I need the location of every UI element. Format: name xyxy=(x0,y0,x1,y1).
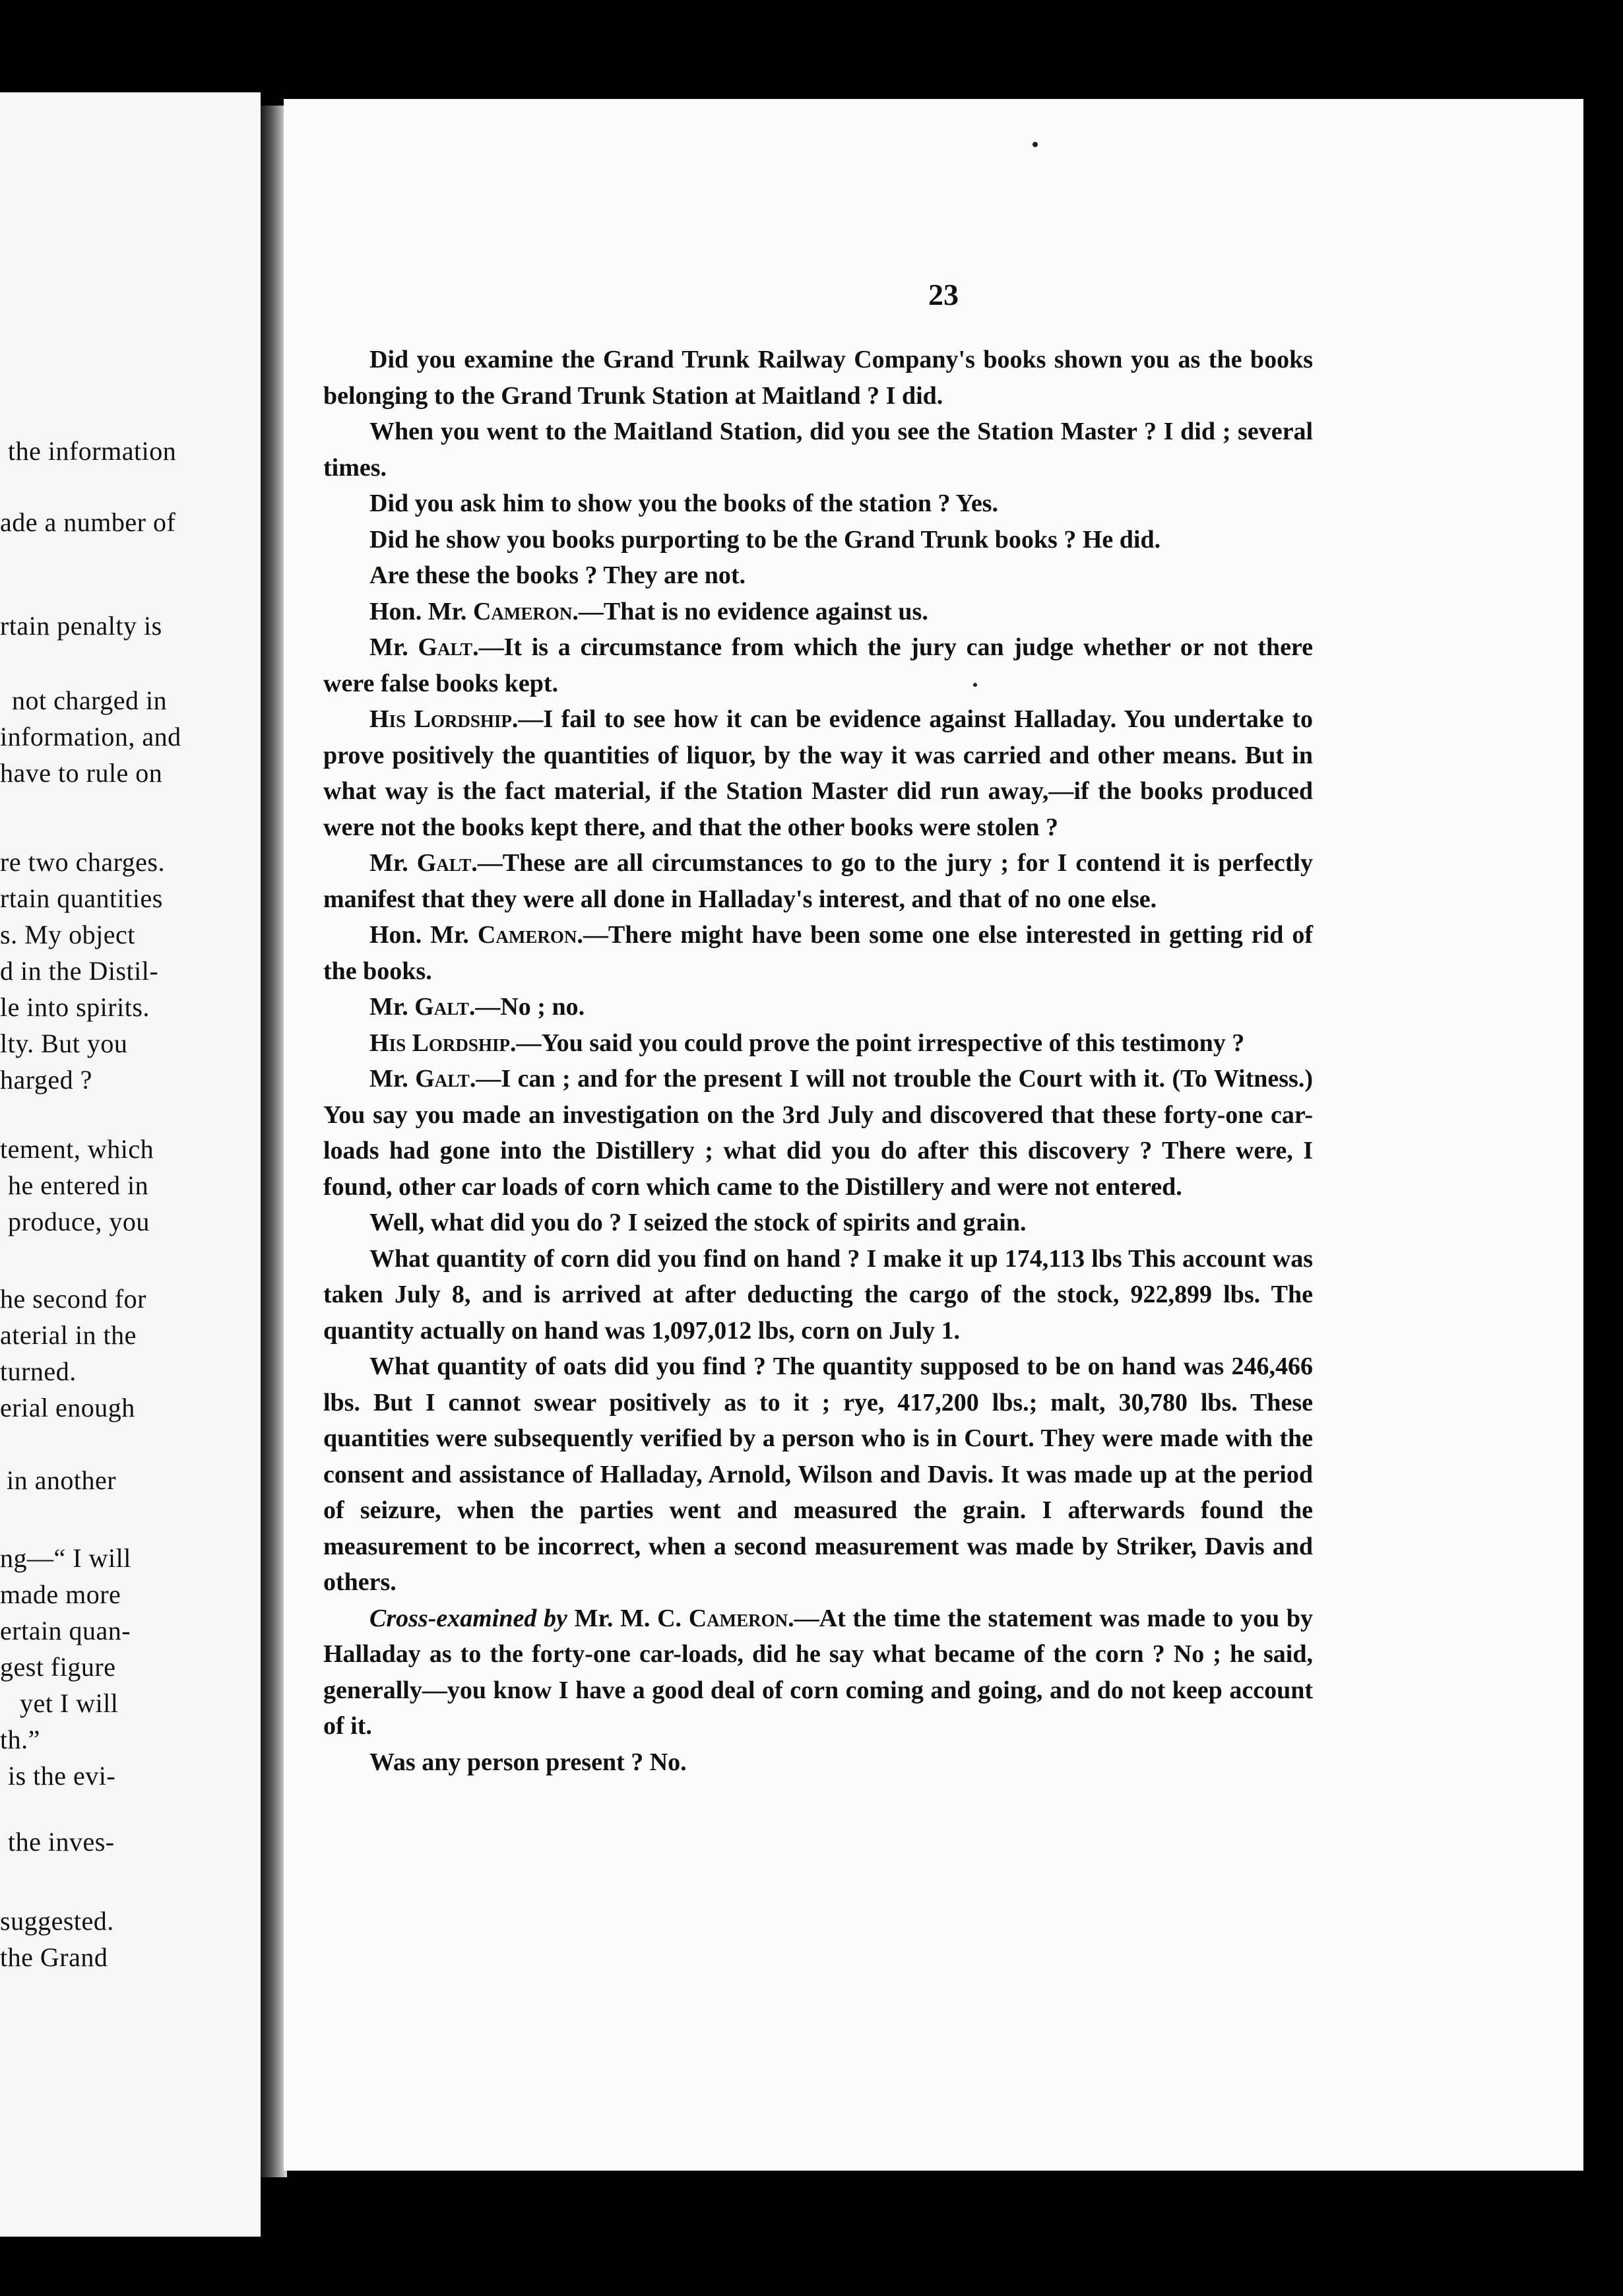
facing-page-line: s. My object xyxy=(0,920,135,949)
speaker-name: Cameron xyxy=(688,1604,788,1632)
text-run: Well, what did you do ? I seized the stock of spirits and grain. xyxy=(369,1209,1027,1236)
page-number: 23 xyxy=(928,278,959,311)
paragraph xyxy=(323,1601,1313,1744)
facing-page-line: turned. xyxy=(0,1356,77,1386)
book-spine xyxy=(261,106,287,2177)
paragraph xyxy=(323,1205,1313,1241)
paragraph xyxy=(323,486,1313,522)
facing-page-line: yet I will xyxy=(20,1688,119,1718)
facing-page-line: ertain quan- xyxy=(0,1616,131,1645)
scan-speck xyxy=(1033,142,1038,147)
facing-page-line: d in the Distil- xyxy=(0,956,159,986)
text-run: .—These are all circumstances to go to the jury ; for I contend it is perfectly manifest that they were all done in Halladay's interest, and that of no one else. xyxy=(323,849,1313,913)
paragraph xyxy=(323,1241,1313,1349)
speaker-name: Galt xyxy=(415,1065,470,1093)
facing-page-line: th.” xyxy=(0,1725,40,1754)
paragraph xyxy=(323,845,1313,917)
text-run: When you went to the Maitland Station, did you see the Station Master ? I did ; several times. xyxy=(323,418,1313,482)
paragraph xyxy=(323,701,1313,845)
facing-page-line: the Grand xyxy=(0,1942,108,1972)
speaker-name: Cameron xyxy=(477,921,577,949)
facing-page-line: aterial in the xyxy=(0,1320,137,1350)
facing-page-line: rtain penalty is xyxy=(0,611,162,641)
text-run: Mr. xyxy=(369,993,415,1021)
speaker-name: His Lordship xyxy=(369,705,512,733)
facing-page-line: not charged in xyxy=(12,686,168,715)
text-run: What quantity of oats did you find ? The quantity supposed to be on hand was 246,466 lbs. But I cannot swear positively as to it ; rye, 417,200 lbs.; malt, 30,780 lbs. These quantities were subsequently verified by a person who is in Court. They were made with the consent and assistance of Halladay, Arnold, Wilson and Davis. It was made up at the period of seizure, when the parties went and measured the grain. I afterwards found the measurement to be incorrect, when a second measurement was made by Striker, Davis and others. xyxy=(323,1353,1313,1596)
text-run: .—I can ; and for the present I will not trouble the Court with it. (To Witness.) You say you made an investigation on the 3rd July and discovered that these forty-one car-loads had gone into the Distillery ; what did you do after this discovery ? There were, I found, other car loads of corn which came to the Distillery and were not entered. xyxy=(323,1065,1313,1201)
text-run: .—No ; no. xyxy=(468,993,585,1021)
text-run: .—It is a circumstance from which the jury can judge whether or not there were false books kept. xyxy=(323,633,1313,697)
facing-page-line: information, and xyxy=(0,722,181,751)
facing-page-line: produce, you xyxy=(8,1207,150,1236)
facing-page-line: tement, which xyxy=(0,1134,154,1164)
facing-page-line: the inves- xyxy=(8,1827,115,1857)
speaker-name: Galt xyxy=(414,993,469,1021)
facing-page-fragment xyxy=(0,92,261,2237)
facing-page-line: ade a number of xyxy=(0,507,176,537)
speaker-name: His Lordship xyxy=(369,1029,510,1057)
text-run: .—That is no evidence against us. xyxy=(572,597,928,625)
facing-page-line: the information xyxy=(8,436,177,466)
paragraph xyxy=(323,1061,1313,1205)
page xyxy=(284,99,1583,2171)
text-run: Hon. Mr. xyxy=(369,921,478,949)
text-run: Mr. xyxy=(369,849,417,877)
paragraph xyxy=(323,1025,1313,1062)
facing-page-line: made more xyxy=(0,1579,121,1609)
facing-page-line: lty. But you xyxy=(0,1029,128,1058)
text-run: .—At the time the statement was made to you by Halladay as to the forty-one car-loads, did he say what became of the corn ? No ; he said, generally—you know I have a good deal of corn coming and going, and do not keep account of it. xyxy=(323,1604,1314,1740)
facing-page-line: erial enough xyxy=(0,1393,135,1422)
paragraph xyxy=(323,989,1313,1025)
scan-speck xyxy=(973,683,977,687)
paragraph xyxy=(323,629,1313,701)
text-run: Did he show you books purporting to be the Grand Trunk books ? He did. xyxy=(369,525,1161,554)
text-run: .—There might have been some one else interested in getting rid of the books. xyxy=(323,921,1314,985)
facing-page-line: harged ? xyxy=(0,1065,92,1095)
paragraph xyxy=(323,558,1313,594)
text-run: .—I fail to see how it can be evidence against Halladay. You undertake to prove positively the quantities of liquor, by the way it was carried and other means. But in what way is the fact material, if the Station Master did run away,—if the books produced were not the books kept there, and that the other books were stolen ? xyxy=(323,705,1313,841)
text-run: Mr. xyxy=(369,1065,416,1093)
text-run: Are these the books ? They are not. xyxy=(369,561,746,589)
speaker-name: Galt xyxy=(416,849,472,877)
paragraph xyxy=(323,414,1313,486)
paragraph xyxy=(323,522,1313,558)
facing-page-line: he entered in xyxy=(8,1170,149,1200)
text-run: Did you examine the Grand Trunk Railway Company's books shown you as the books belonging to the Grand Trunk Station at Maitland ? I did. xyxy=(323,346,1313,410)
body-text xyxy=(323,342,1313,1780)
text-run: What quantity of corn did you find on hand ? I make it up 174,113 lbs This account was taken July 8, and is arrived at after deducting the cargo of the stock, 922,899 lbs. The quantity actually on hand was 1,097,012 lbs, corn on July 1. xyxy=(323,1244,1313,1345)
paragraph xyxy=(323,917,1313,989)
text-run: Hon. Mr. xyxy=(369,597,473,625)
facing-page-line: is the evi- xyxy=(8,1761,116,1791)
text-run: Mr. M. C. xyxy=(567,1604,689,1632)
paragraph xyxy=(323,1349,1313,1601)
facing-page-line: he second for xyxy=(0,1284,146,1314)
facing-page-line: ng—“ I will xyxy=(0,1543,131,1573)
facing-page-line: have to rule on xyxy=(0,758,163,788)
text-run: Did you ask him to show you the books of the station ? Yes. xyxy=(369,490,998,517)
speaker-name: Cameron xyxy=(472,597,573,625)
facing-page-line: gest figure xyxy=(0,1652,116,1682)
text-run: .—You said you could prove the point irrespective of this testimony ? xyxy=(509,1029,1245,1057)
italic-text: Cross-examined by xyxy=(369,1604,567,1632)
paragraph xyxy=(323,342,1313,414)
paragraph xyxy=(323,1744,1313,1781)
text-run: Was any person present ? No. xyxy=(369,1748,687,1776)
facing-page-line: re two charges. xyxy=(0,847,165,877)
speaker-name: Galt xyxy=(418,633,473,661)
facing-page-line: suggested. xyxy=(0,1906,114,1936)
text-run: Mr. xyxy=(369,633,418,661)
facing-page-line: in another xyxy=(7,1465,117,1495)
facing-page-line: le into spirits. xyxy=(0,992,150,1022)
paragraph xyxy=(323,594,1313,630)
facing-page-line: rtain quantities xyxy=(0,883,163,913)
